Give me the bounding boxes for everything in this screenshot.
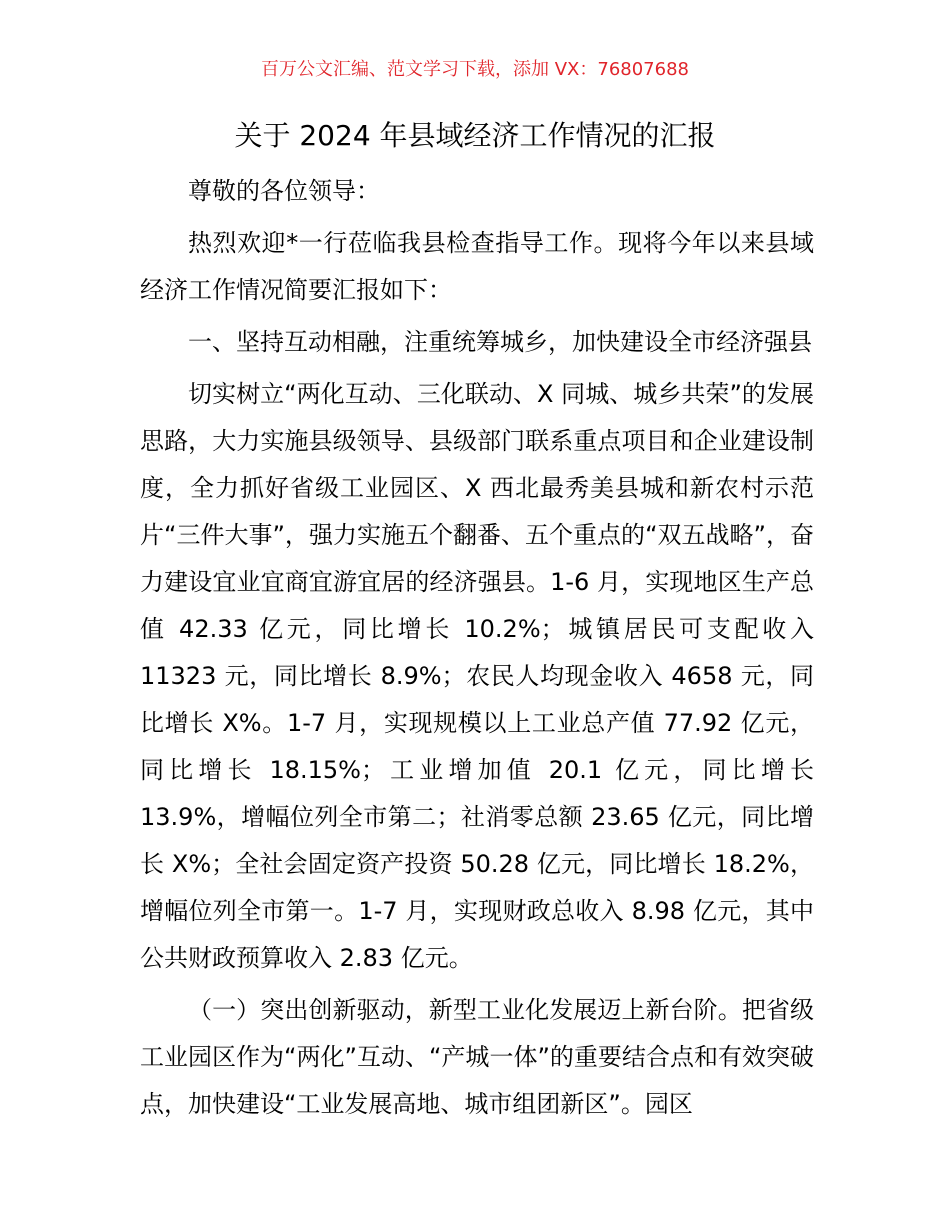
subsection-paragraph: （一）突出创新驱动，新型工业化发展迈上新台阶。把省级工业园区作为“两化”互动、“产城一体”的重要结合点和有效突破点，加快建设“工业发展高地、城市组团新区”。园区 bbox=[140, 996, 814, 1118]
section-heading: 一、坚持互动相融，注重统筹城乡，加快建设全市经济强县 bbox=[188, 328, 812, 356]
salutation-paragraph: 尊敬的各位领导： bbox=[188, 177, 380, 205]
document-body bbox=[140, 168, 814, 1133]
intro-paragraph: 热烈欢迎*一行莅临我县检查指导工作。现将今年以来县域经济工作情况简要汇报如下： bbox=[140, 229, 814, 304]
page-title: 关于 2024 年县域经济工作情况的汇报 bbox=[234, 119, 716, 152]
watermark-header: 百万公文汇编、范文学习下载，添加 VX：76807688 bbox=[261, 59, 689, 80]
body-paragraph: 切实树立“两化互动、三化联动、X 同城、城乡共荣”的发展思路，大力实施县级领导、县级部门联系重点项目和企业建设制度，全力抓好省级工业园区、X 西北最秀美县城和新农村示范片“三件大事”，强力实施五个翻番、五个重点的“双五战略”，奋力建设宜业宜商宜游宜居的经济强县。1-6 月，实现地区生产总值 42.33 亿元，同比增长 10.2%；城镇居民可支配收入 11323 元，同比增长 8.9%；农民人均现金收入 4658 元，同比增长 X%。1-7 月，实现规模以上工业总产值 77.92 亿元，同比增长 18.15%；工业增加值 20.1 亿元，同比增长 13.9%，增幅位列全市第二；社消零总额 23.65 亿元，同比增长 X%；全社会固定资产投资 50.28 亿元，同比增长 18.2%，增幅位列全市第一。1-7 月，实现财政总收入 8.98 亿元，其中公共财政预算收入 2.83 亿元。 bbox=[140, 380, 814, 972]
